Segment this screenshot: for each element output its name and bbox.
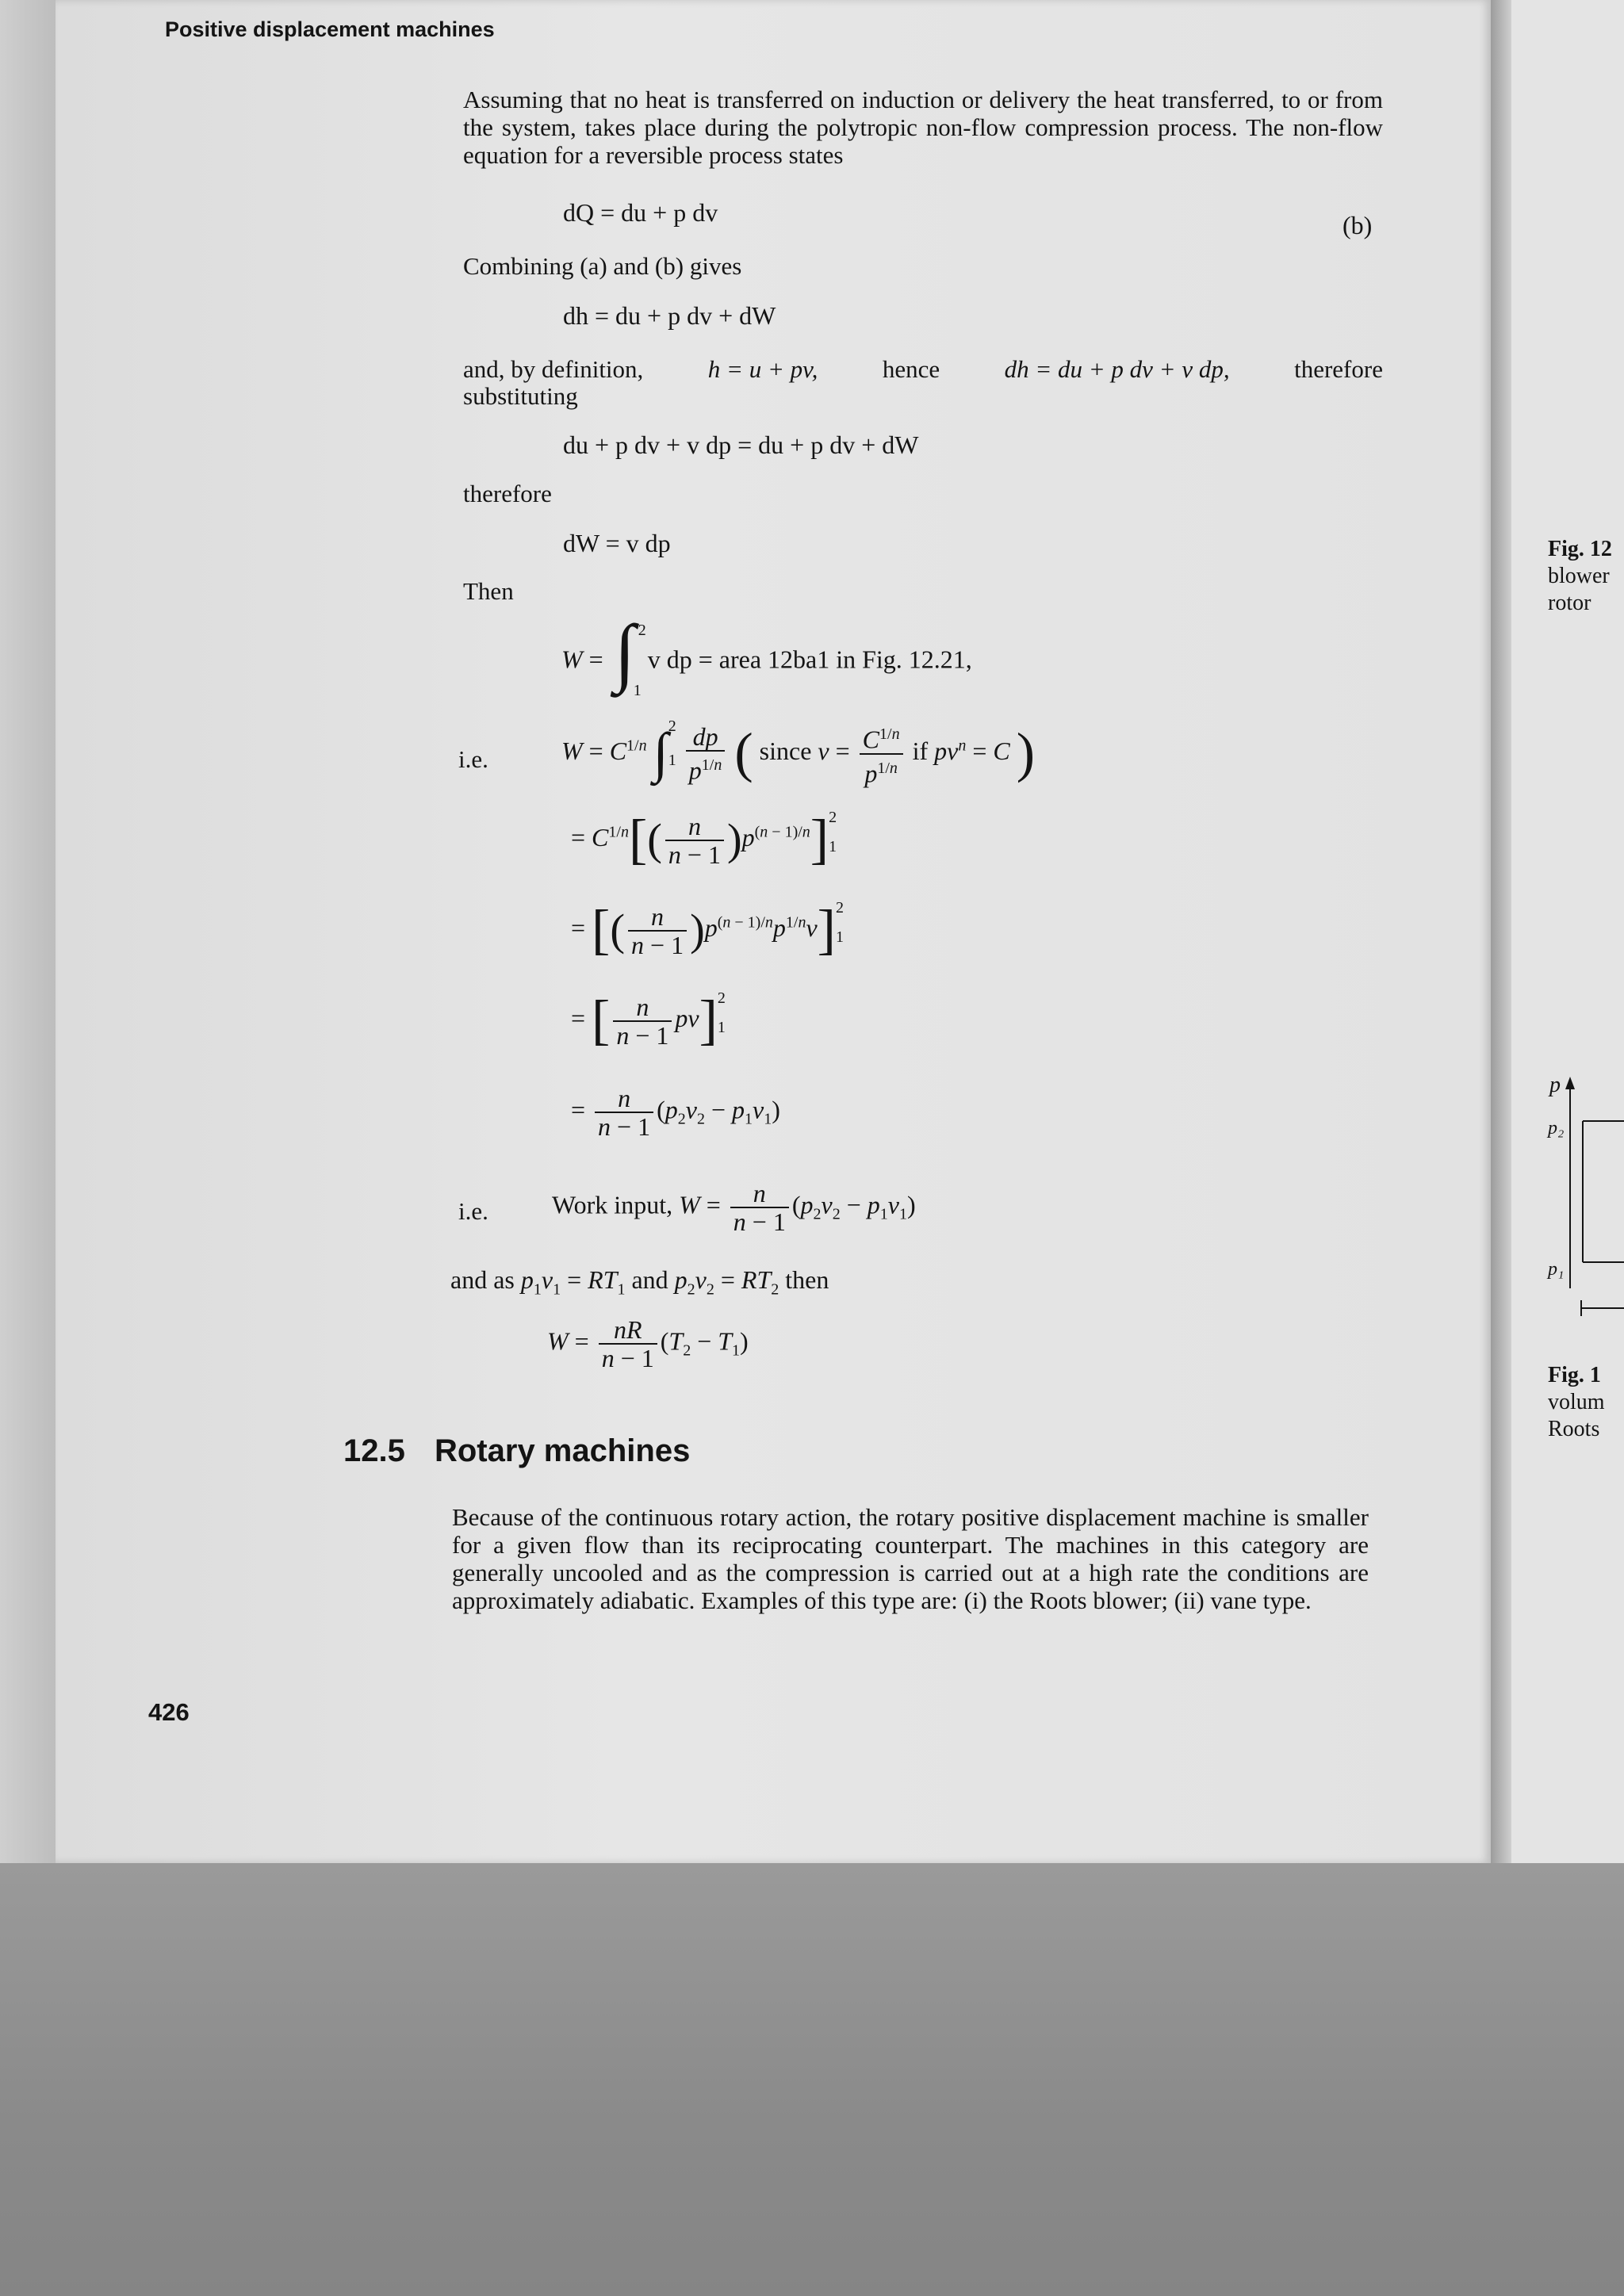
- right-pv-diagram: [1546, 1070, 1624, 1324]
- definition-and: and, by definition,: [463, 355, 644, 383]
- scanner-background: [0, 1863, 1624, 2296]
- equation-step-4: = $\frac{n}{n - 1}$ $(p_2v_2 - p_1v_1)$: [571, 1084, 780, 1141]
- substituting-text: substituting: [463, 382, 578, 410]
- then-word: then: [785, 1265, 829, 1294]
- since-word: since: [759, 737, 812, 765]
- right-fig-caption-b: [1548, 1362, 1605, 1443]
- rotary-paragraph: Because of the continuous rotary action, the rotary positive displacement machine is smaller for a given flow than its reciprocating counterpart. The machines in this category are generally uncooled and as the compression is carried out at a high rate the conditions are approximately adiabatic. Examples of this type are: (i) the Roots blower; (ii) vane type.: [452, 1503, 1369, 1614]
- definition-line: [463, 355, 1383, 383]
- definition-therefore: therefore: [1294, 355, 1383, 383]
- right-p-axis: p: [1549, 1073, 1561, 1097]
- right-fig-b-line3: Roots: [1548, 1417, 1600, 1441]
- section-number: 12.5: [343, 1433, 405, 1468]
- and-as-text: and as: [450, 1265, 515, 1294]
- right-p1-label: p₁: [1548, 1259, 1565, 1280]
- equation-c-integral: $W = C^{1/n}$ ∫$^2_1$ $\frac{dp}{p^{1/n}}$ ( since v = $\frac{C^{1/n}}{p^{1/n}}$ if $pv^n = C$ ): [561, 718, 1036, 788]
- intro-paragraph: Assuming that no heat is transferred on induction or delivery the heat transferred, to or from the system, takes place during the polytropic non-flow compression process. The non-flow equation for a reversible process states: [463, 86, 1383, 169]
- right-fig-b-line2: volum: [1548, 1390, 1605, 1414]
- right-p2-label: p₂: [1548, 1118, 1565, 1138]
- definition-hence: hence: [882, 355, 940, 383]
- work-input-text: Work input,: [552, 1190, 673, 1219]
- right-fig-a-line2: blower: [1548, 564, 1610, 588]
- equation-b-text: dQ = du + p dv: [563, 198, 718, 227]
- if-word: if: [912, 737, 929, 765]
- page-number: 426: [148, 1698, 190, 1726]
- equation-final: W = $\frac{nR}{n - 1}$ $(T_2 - T_1)$: [547, 1315, 749, 1372]
- and-text: and: [631, 1265, 668, 1294]
- section-title: Rotary machines: [434, 1433, 691, 1468]
- ie-label-1: i.e.: [458, 745, 488, 773]
- running-head: Positive displacement machines: [165, 17, 495, 41]
- equation-area-text: v dp = area 12ba1 in Fig. 12.21,: [647, 645, 972, 674]
- right-fig-a-line3: rotor: [1548, 591, 1591, 615]
- definition-h: h = u + pv,: [707, 355, 818, 383]
- right-fig-a-title: Fig. 12: [1548, 537, 1612, 561]
- equation-rt-line: and as $p_1v_1 = RT_1$ and $p_2v_2 = RT_2$ then: [450, 1265, 829, 1299]
- equation-step-1: = $C^{1/n}$[( $\frac{n}{n - 1}$ )$p^{(n - 1)/n}]^2_1$: [571, 809, 837, 871]
- definition-dh: dh = du + p dv + v dp,: [1004, 355, 1230, 383]
- equation-step-2: = [( $\frac{n}{n - 1}$ )$p^{(n - 1)/n}p^{1/n}v]^2_1$: [571, 899, 844, 961]
- left-page-edge: [0, 0, 56, 1863]
- section-heading: [343, 1433, 690, 1469]
- integral-sign: ∫ 2 1: [614, 609, 646, 699]
- right-fig-caption-a: [1548, 536, 1612, 617]
- equation-b-label: (b): [1342, 211, 1373, 239]
- equation-integral: W = ∫ 2 1 v dp = area 12ba1 in Fig. 12.21,: [561, 609, 972, 699]
- equation-b: [563, 198, 718, 228]
- equation-step-3: = [ $\frac{n}{n - 1}$ pv]$^2_1$: [571, 989, 726, 1051]
- combining-text: Combining (a) and (b) gives: [463, 252, 742, 280]
- book-gutter: [1491, 0, 1511, 1863]
- right-fig-b-title: Fig. 1: [1548, 1363, 1601, 1387]
- equation-dw: dW = v dp: [563, 529, 671, 557]
- ie-label-2: i.e.: [458, 1197, 488, 1225]
- equation-substitution: du + p dv + v dp = du + p dv + dW: [563, 430, 919, 459]
- equation-work-input: Work input, W = $\frac{n}{n - 1}$ $(p_2v_2 - p_1v_1)$: [552, 1179, 916, 1236]
- equation-dh: dh = du + p dv + dW: [563, 301, 776, 330]
- therefore-text: therefore: [463, 480, 552, 507]
- right-page: [1511, 0, 1624, 1863]
- then-text: Then: [463, 577, 514, 605]
